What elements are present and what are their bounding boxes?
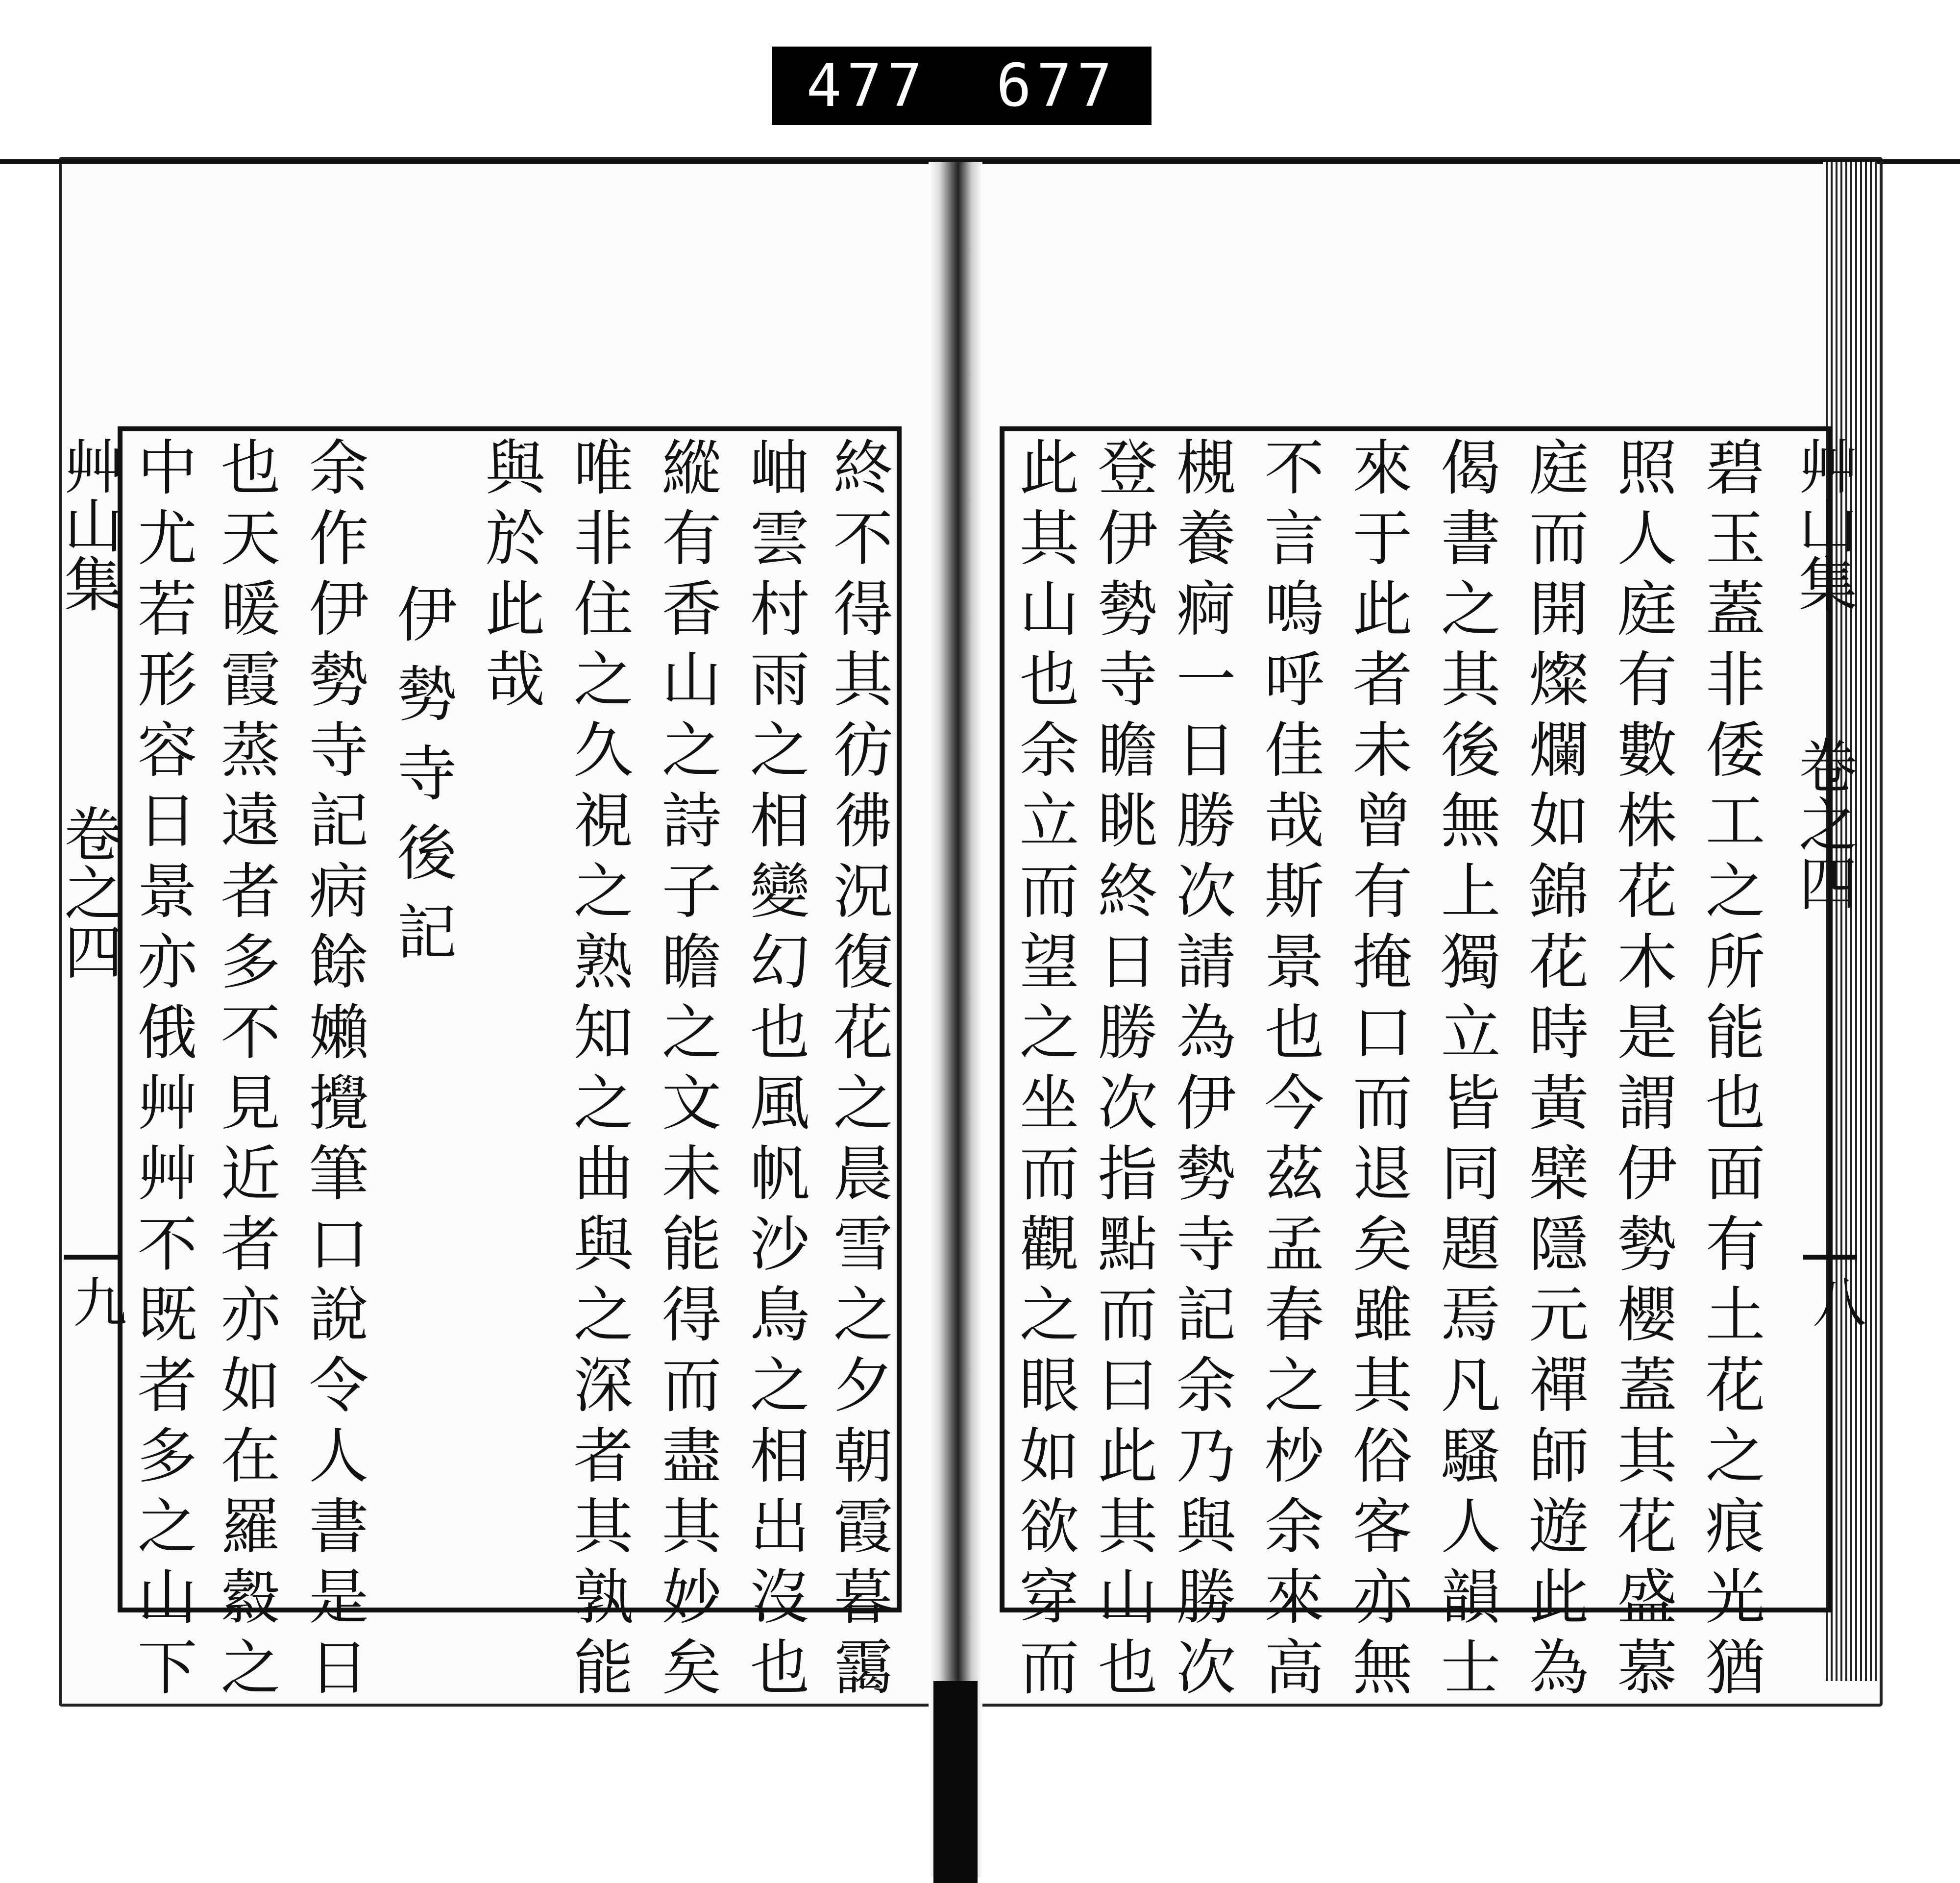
left-page-number: 九 xyxy=(64,1274,127,1328)
catalog-number-right: 677 xyxy=(996,51,1117,120)
binding-shadow xyxy=(933,1681,978,1883)
left-column-4: 唯非住之久視之熟知之曲與之深者其孰能 xyxy=(564,436,633,1707)
right-column-1: 碧玉蓋非倭工之所能也面有土花之痕光猶 xyxy=(1695,436,1765,1707)
left-margin-title: 艸山集 xyxy=(54,436,122,613)
left-margin-divider xyxy=(64,1255,118,1260)
right-column-9: 此其山也余立而望之坐而觀之眼如欲穿而 xyxy=(1009,436,1079,1707)
left-column-8: 也天暖霞蒸遠者多不見近者亦如在羅縠之 xyxy=(211,436,280,1707)
left-margin-volume: 卷之四 xyxy=(54,804,122,980)
left-column-1: 終不得其彷彿況復花之晨雪之夕朝霞暮靄 xyxy=(823,436,893,1707)
right-column-6: 不言嗚呼佳哉斯景也今茲孟春之杪余來高 xyxy=(1254,436,1324,1707)
book-spine xyxy=(929,162,982,1877)
right-column-7: 槻養痾一日勝次請為伊勢寺記余乃與勝次 xyxy=(1166,436,1236,1707)
right-margin-volume: 卷之四 xyxy=(1789,735,1857,912)
right-column-5: 來于此者未曾有掩口而退矣雖其俗客亦無 xyxy=(1343,436,1412,1707)
catalog-number-label xyxy=(772,47,1152,125)
right-margin-title: 艸山集 xyxy=(1789,436,1857,613)
left-column-9: 中尤若形容日景亦俄艸艸不既者多之山下 xyxy=(127,436,197,1707)
right-page-number: 八 xyxy=(1804,1274,1866,1328)
right-column-8: 登伊勢寺瞻眺終日勝次指點而曰此其山也 xyxy=(1088,436,1157,1707)
left-column-7: 余作伊勢寺記病餘嬾攪筆口說令人書是日 xyxy=(299,436,368,1707)
left-column-5: 與於此哉 xyxy=(475,436,545,719)
section-heading: 伊勢寺後記 xyxy=(387,583,457,980)
catalog-number-left: 477 xyxy=(806,51,928,120)
left-column-3: 縱有香山之詩子瞻之文未能得而盡其妙矣 xyxy=(652,436,721,1707)
right-column-3: 庭而開燦爛如錦花時黃檗隱元禪師遊此為 xyxy=(1519,436,1589,1707)
left-column-2: 岫雲村雨之相變幻也風帆沙鳥之相出沒也 xyxy=(740,436,809,1707)
right-column-4: 偈書之其後無上獨立皆同題焉凡騷人韻士 xyxy=(1431,436,1500,1707)
right-margin-divider xyxy=(1803,1255,1857,1260)
right-column-2: 照人庭有數株花木是謂伊勢櫻蓋其花盛慕 xyxy=(1607,436,1677,1707)
